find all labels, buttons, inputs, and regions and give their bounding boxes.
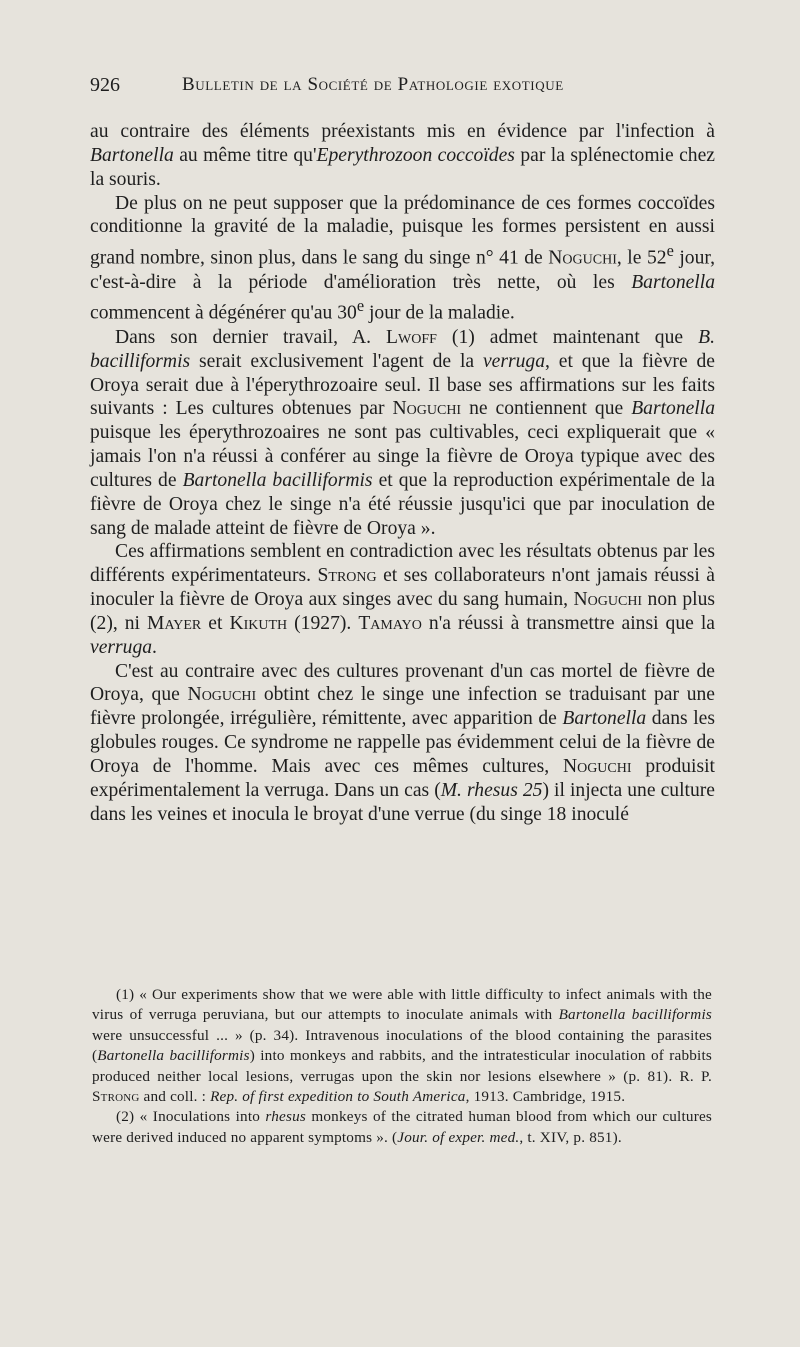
text-run: ne contiennent que xyxy=(461,398,632,420)
text-run: Dans son dernier travail, A. xyxy=(115,326,387,348)
text-run: produisit expérimentalement la verruga. Dans un cas ( xyxy=(90,756,715,801)
text-run: ) il injecta une culture dans les veines et inocula le broyat d'une verrue (du singe 18 inoculé xyxy=(90,779,715,825)
text-run: De plus on ne peut supposer que la prédominance de ces formes coccoïdes conditionne la gravité de la maladie, puisque les formes persistent en aussi grand nombre, sinon plus, dans le sang du singe n° 41 de xyxy=(90,192,715,269)
text-run: serait exclusivement l'agent de la xyxy=(190,350,483,372)
species-name: Bartonella xyxy=(631,398,715,420)
footnotes xyxy=(92,985,712,1148)
author-name: Mayer xyxy=(147,612,202,634)
text-run: , 1913. Cambridge, 1915. xyxy=(465,1088,626,1106)
species-name: Bartonella xyxy=(562,708,647,730)
text-run: and coll. : xyxy=(139,1088,211,1106)
text-run: puisque les éperythrozoaires ne sont pas cultivables, ceci expliquerait que « jamais l'on n'a réussi à conférer au singe la fièvre de Oroya typique avec des cultures de xyxy=(90,422,715,491)
author-name: Noguchi xyxy=(548,247,617,269)
author-name: Tamayo xyxy=(358,612,422,634)
paragraph-4 xyxy=(90,540,715,659)
superscript: e xyxy=(666,241,674,261)
author-name: Strong xyxy=(317,565,377,587)
paragraph-2 xyxy=(90,192,715,326)
superscript: e xyxy=(356,296,365,316)
species-name: Eperythrozoon coccoïdes xyxy=(316,144,515,166)
body-text xyxy=(90,120,715,827)
species-name: Bartonella xyxy=(90,144,174,166)
text-run: obtint chez le singe une infection se traduisant par une fièvre prolongée, irrégulière, rémittente, avec apparition de xyxy=(90,684,716,730)
text-run: non plus (2), ni xyxy=(90,589,715,634)
text-run: C'est au contraire avec des cultures provenant d'un cas mortel de fièvre de Oroya, que xyxy=(90,660,715,706)
text-run: (1) « Our experiments show that we were able with little difficulty to infect animals with the virus of verruga peruviana, but our attempts to inoculate animals with xyxy=(92,986,712,1024)
text-run: (1927). xyxy=(287,612,359,634)
species-name: B. bacilliformis xyxy=(90,326,715,372)
text-run: et xyxy=(201,612,230,634)
paragraph-5 xyxy=(90,660,715,827)
text-run: jour, c'est-à-dire à la période d'amélioration très nette, où les xyxy=(90,247,716,293)
paragraph-3 xyxy=(90,326,715,541)
text-run: au même titre qu' xyxy=(173,144,317,166)
author-name: Noguchi xyxy=(562,756,632,777)
species-name: Bartonella bacilliformis xyxy=(558,1006,712,1024)
author-name: Noguchi xyxy=(573,589,643,611)
text-run: n'a réussi à transmettre ainsi que la xyxy=(421,612,715,634)
text-run: . xyxy=(152,636,157,658)
text-run: (1) admet maintenant que xyxy=(436,326,699,348)
text-run: monkeys of the citrated human blood from which our cultures were derived induced no apparent symptoms ». ( xyxy=(92,1108,713,1146)
species-name: Bartonella bacilliformis xyxy=(97,1047,250,1065)
page-header xyxy=(90,74,715,104)
page-number: 926 xyxy=(90,74,120,96)
text-run: were unsuccessful ... » (p. 34). Intravenous inoculations of the blood containing the parasites ( xyxy=(92,1026,712,1065)
text-run: Ces affirmations semblent en contradiction avec les résultats obtenus par les différents expérimentateurs. xyxy=(90,541,715,587)
species-name: Bartonella xyxy=(631,271,715,293)
text-run: et que la reproduction expérimentale de la fièvre de Oroya chez le singe n'a été réussie jusqu'ici que par inoculation de sang de malade atteint de fièvre de Oroya ». xyxy=(90,469,715,539)
disease-name: verruga xyxy=(90,636,153,658)
text-run: , et que la fièvre de Oroya serait due à l'éperythrozoaire seul. Il base ses affirmations sur les faits suivants : Les cultures obtenues par xyxy=(90,350,715,420)
paragraph-1 xyxy=(90,120,715,192)
running-title: Bulletin de la Société de Pathologie exotique xyxy=(182,74,564,95)
disease-name: verruga xyxy=(482,350,546,372)
footnote-2 xyxy=(92,1107,712,1148)
citation-title: Jour. of exper. med. xyxy=(397,1128,520,1146)
species-name: M. rhesus 25 xyxy=(440,779,543,801)
species-name: rhesus xyxy=(265,1108,307,1126)
footnote-1 xyxy=(92,985,712,1107)
text-run: jour de la maladie. xyxy=(364,302,515,324)
text-run: ) into monkeys and rabbits, and the intratesticular inoculation of rabbits produced neither local lesions, verrugas upon the skin nor lesions elsewhere » (p. 81). R. P. xyxy=(92,1047,712,1085)
author-name: Noguchi xyxy=(187,684,257,706)
text-run: et ses collaborateurs n'ont jamais réussi à inoculer la fièvre de Oroya aux singes avec du sang humain, xyxy=(90,565,715,611)
text-run: commencent à dégénérer qu'au 30 xyxy=(90,302,357,324)
citation-title: Rep. of first expedition to South America xyxy=(210,1088,466,1106)
text-run: au contraire des éléments préexistants mis en évidence par l'infection à xyxy=(90,121,715,142)
text-run: par la splénectomie chez la souris. xyxy=(90,144,715,190)
author-name: Kikuth xyxy=(229,612,288,634)
text-run: (2) « Inoculations into xyxy=(116,1108,266,1126)
author-name: Lwoff xyxy=(386,326,437,348)
author-name: Strong xyxy=(92,1088,140,1106)
text-run: dans les globules rouges. Ce syndrome ne rappelle pas évidemment celui de la fièvre de Oroya de l'homme. Mais avec ces mêmes cultures, xyxy=(90,708,715,777)
author-name: Noguchi xyxy=(392,398,462,420)
text-run: , t. XIV, p. 851). xyxy=(519,1128,622,1146)
species-name: Bartonella bacilliformis xyxy=(182,469,373,491)
text-run: , le 52 xyxy=(616,247,667,269)
